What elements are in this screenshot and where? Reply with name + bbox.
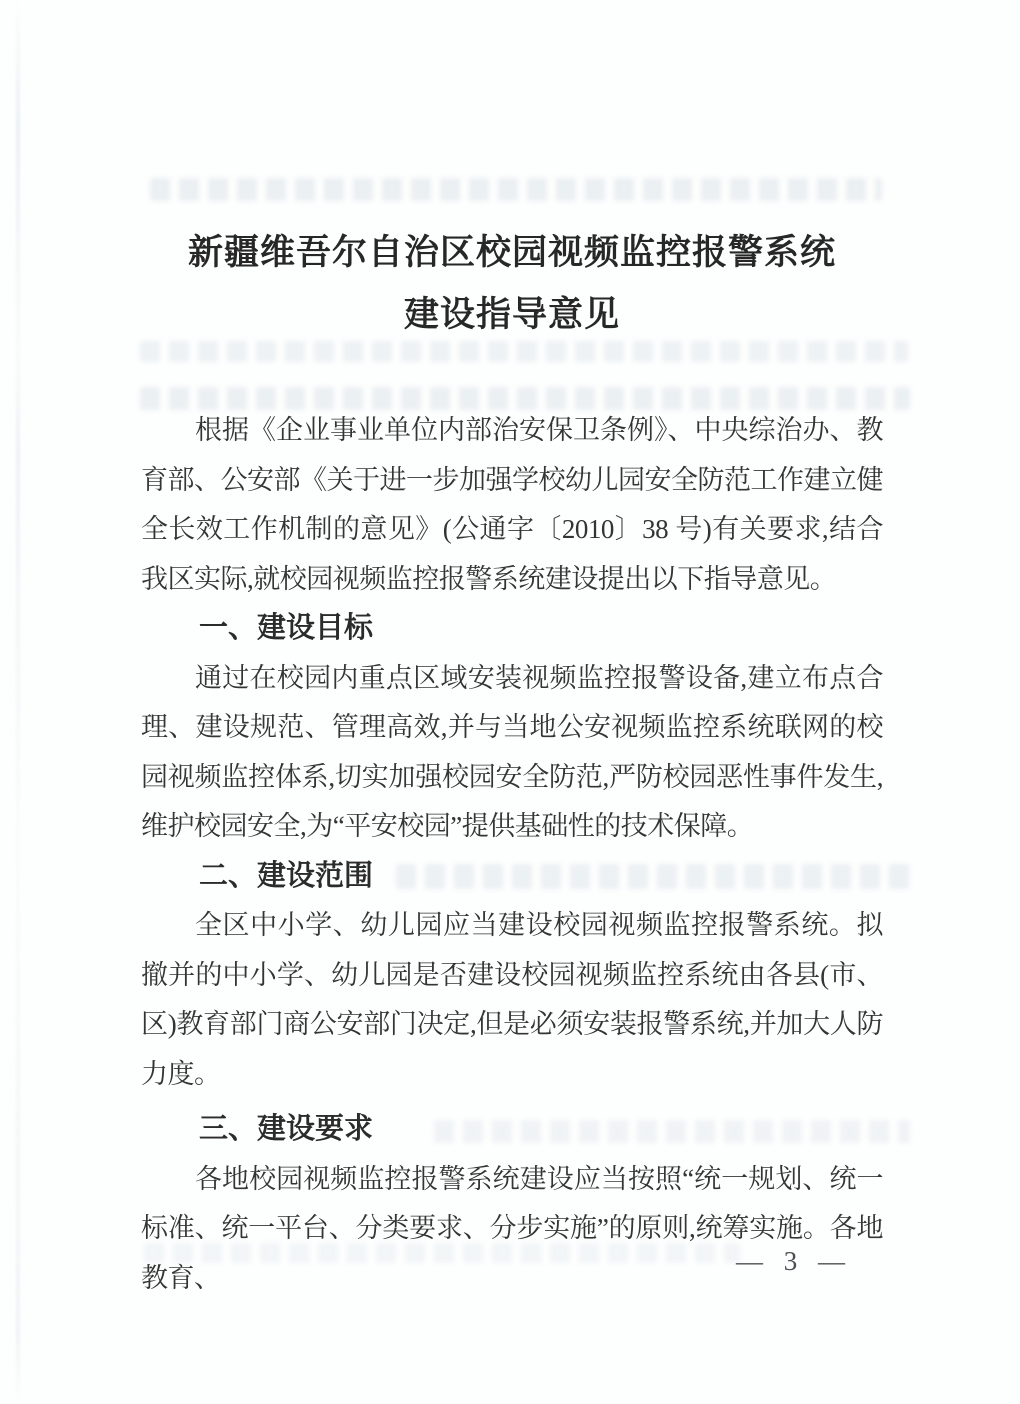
bleed-through-band bbox=[150, 178, 882, 201]
intro-paragraph: 根据《企业事业单位内部治安保卫条例》、中央综治办、教育部、公安部《关于进一步加强学校幼儿园安全防范工作建立健全长效工作机制的意见》(公通字〔2010〕38 号)有关要求,结合我区实际,就校园视频监控报警系统建设提出以下指导意见。 bbox=[141, 415, 883, 594]
title-line-2: 建设指导意见 bbox=[403, 295, 620, 334]
scan-edge-artifact bbox=[16, 0, 20, 1404]
section-paragraph-3: 各地校园视频监控报警系统建设应当按照“统一规划、统一标准、统一平台、分类要求、分步实施”的原则,统筹实施。各地教育、 bbox=[141, 1163, 883, 1293]
section-heading-3: 三、建设要求 bbox=[199, 1113, 374, 1145]
page-number: — 3 — bbox=[736, 1246, 852, 1276]
section-heading-1: 一、建设目标 bbox=[199, 612, 374, 644]
section-paragraph-2: 全区中小学、幼儿园应当建设校园视频监控报警系统。拟撤并的中小学、幼儿园是否建设校园视频监控系统由各县(市、区)教育部门商公安部门决定,但是必须安装报警系统,并加大人防力度。 bbox=[141, 910, 883, 1089]
document-body bbox=[141, 406, 883, 1303]
document-title bbox=[141, 222, 883, 346]
document-content bbox=[141, 222, 883, 1303]
section-paragraph-1: 通过在校园内重点区域安装视频监控报警设备,建立布点合理、建设规范、管理高效,并与当地公安视频监控系统联网的校园视频监控体系,切实加强校园安全防范,严防校园恶性事件发生,维护校园安全,为“平安校园”提供基础性的技术保障。 bbox=[141, 662, 883, 841]
title-line-1: 新疆维吾尔自治区校园视频监控报警系统 bbox=[187, 233, 836, 272]
section-heading-2: 二、建设范围 bbox=[199, 859, 374, 892]
